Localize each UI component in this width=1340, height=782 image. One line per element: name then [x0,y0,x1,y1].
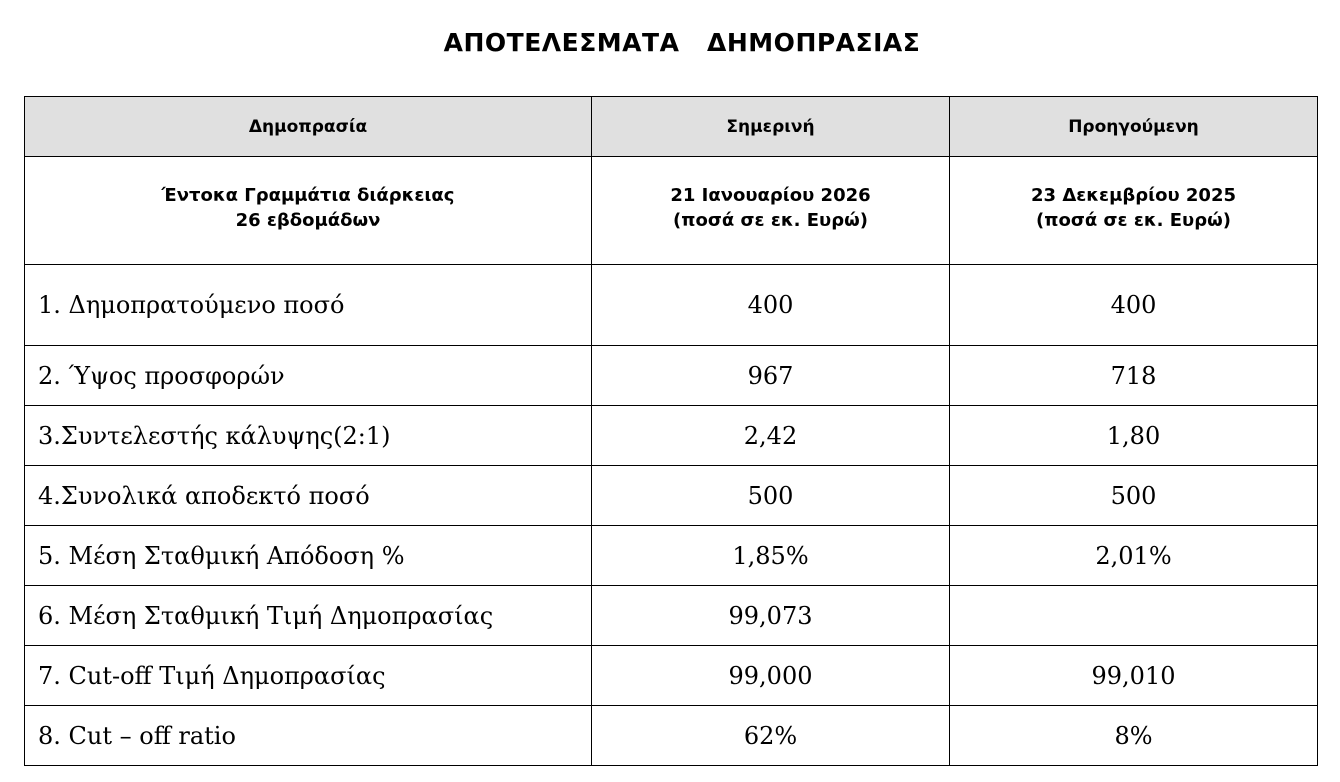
current-units: (ποσά σε εκ. Ευρώ) [673,209,868,231]
row-current-value: 1,85% [592,526,950,586]
header-auction: Δημοπρασία [25,97,592,157]
row-previous-value: 500 [950,466,1318,526]
row-previous-value: 99,010 [950,646,1318,706]
row-label: 4.Συνολικά αποδεκτό ποσό [25,466,592,526]
row-current-value: 500 [592,466,950,526]
previous-date: 23 Δεκεμβρίου 2025 [1031,184,1236,206]
instrument-line2: 26 εβδομάδων [235,209,381,231]
row-current-value: 2,42 [592,406,950,466]
table-subheader-row [25,157,1318,265]
table-row [25,526,1318,586]
subheader-instrument [25,157,592,265]
row-label: 1. Δημοπρατούμενο ποσό [25,265,592,346]
row-label: 5. Μέση Σταθμική Απόδοση % [25,526,592,586]
header-previous: Προηγούμενη [950,97,1318,157]
row-previous-value: 2,01% [950,526,1318,586]
table-row [25,646,1318,706]
table-header-row [25,97,1318,157]
row-current-value: 99,073 [592,586,950,646]
subheader-previous-date [950,157,1318,265]
row-previous-value: 400 [950,265,1318,346]
row-previous-value: 718 [950,346,1318,406]
row-previous-value: 1,80 [950,406,1318,466]
instrument-line1: Έντοκα Γραμμάτια διάρκειας [161,184,455,206]
row-current-value: 99,000 [592,646,950,706]
subheader-current-date [592,157,950,265]
row-previous-value: 8% [950,706,1318,766]
row-label: 8. Cut – off ratio [25,706,592,766]
table-row [25,586,1318,646]
row-current-value: 400 [592,265,950,346]
page-title: ΑΠΟΤΕΛΕΣΜΑΤΑ ΔΗΜΟΠΡΑΣΙΑΣ [443,28,921,57]
current-date: 21 Ιανουαρίου 2026 [670,184,871,206]
header-current: Σημερινή [592,97,950,157]
table-row [25,406,1318,466]
row-label: 3.Συντελεστής κάλυψης(2:1) [25,406,592,466]
row-label: 2. Ύψος προσφορών [25,346,592,406]
previous-units: (ποσά σε εκ. Ευρώ) [1036,209,1231,231]
auction-results-table [24,96,1318,766]
table-row [25,466,1318,526]
row-label: 6. Μέση Σταθμική Τιμή Δημοπρασίας [25,586,592,646]
row-current-value: 967 [592,346,950,406]
table-row [25,265,1318,346]
table-row [25,706,1318,766]
row-current-value: 62% [592,706,950,766]
row-previous-value [950,586,1318,646]
table-row [25,346,1318,406]
row-label: 7. Cut-off Τιμή Δημοπρασίας [25,646,592,706]
